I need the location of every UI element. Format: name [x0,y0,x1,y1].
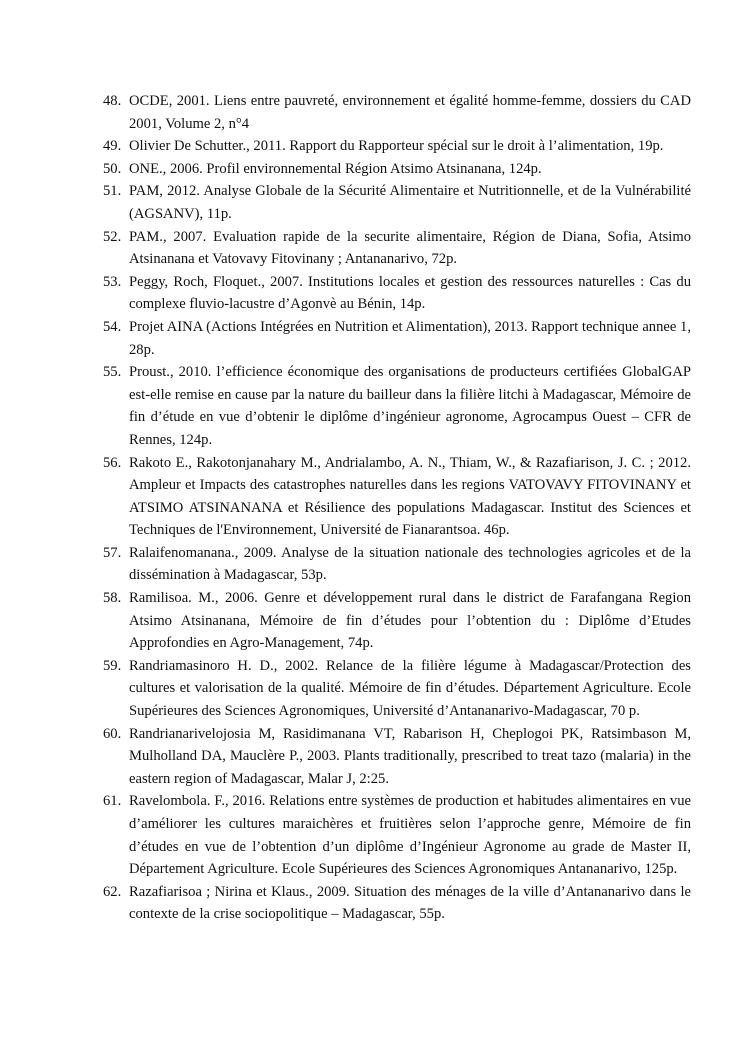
reference-number: 51. [103,183,122,200]
reference-item [103,316,691,361]
reference-text: Peggy, Roch, Floquet., 2007. Institutions locales et gestion des ressources naturelles : Cas du complexe fluvio-lacustre d’Agonvè au Bénin, 14p. [129,273,691,313]
reference-text: Randriamasinoro H. D., 2002. Relance de la filière légume à Madagascar/Protection des cultures et valorisation de la qualité. Mémoire de fin d’études. Département Agriculture. Ecole Supérieures des Sciences Agronomiques, Université d’Antananarivo-Madagascar, 70 p. [129,657,691,720]
reference-item [103,271,691,316]
reference-text: Projet AINA (Actions Intégrées en Nutrition et Alimentation), 2013. Rapport technique annee 1, 28p. [129,318,691,358]
reference-text: Ralaifenomanana., 2009. Analyse de la situation nationale des technologies agricoles et de la dissémination à Madagascar, 53p. [129,544,691,584]
reference-text: ONE., 2006. Profil environnemental Région Atsimo Atsinanana, 124p. [129,160,542,177]
reference-number: 53. [103,273,122,290]
reference-number: 55. [103,364,122,381]
reference-number: 49. [103,138,122,155]
reference-number: 50. [103,160,122,177]
reference-number: 58. [103,590,122,607]
reference-text: Razafiarisoa ; Nirina et Klaus., 2009. Situation des ménages de la ville d’Antananarivo dans le contexte de la crise sociopolitique – Madagascar, 55p. [129,883,691,923]
reference-item [103,158,691,181]
reference-item [103,542,691,587]
reference-number: 48. [103,93,122,109]
reference-item [103,881,691,926]
reference-item [103,135,691,158]
reference-text: Ramilisoa. M., 2006. Genre et développement rural dans le district de Farafangana Region Atsimo Atsinanana, Mémoire de fin d’études pour l’obtention du : Diplôme d’Etudes Approfondies en Agro-Management, 74p. [129,590,691,652]
reference-text: Rakoto E., Rakotonjanahary M., Andrialambo, A. N., Thiam, W., & Razafiarison, J. C. ; 2012. Ampleur et Impacts des catastrophes naturelles dans les regions VATOVAVY FITOVINANY et ATSIMO ATSINANANA et Résilience des populations Madagascar. Institut des Sciences et Techniques de l'Environnement, Université de Fianarantsoa. 46p. [129,454,691,539]
reference-item [103,180,691,225]
reference-list [103,90,691,926]
reference-item [103,226,691,271]
reference-item [103,723,691,791]
reference-number: 56. [103,454,122,471]
reference-number: 54. [103,318,122,335]
reference-text: PAM, 2012. Analyse Globale de la Sécurité Alimentaire et Nutritionnelle, et de la Vulnérabilité (AGSANV), 11p. [129,183,691,222]
reference-text: Proust., 2010. l’efficience économique des organisations de producteurs certifiées GlobalGAP est-elle remise en cause par la nature du bailleur dans la filière litchi à Madagascar, Mémoire de fin d’étude en vue d’obtenir le diplôme d’ingénieur agronome, Agrocampus Ouest – CFR de Rennes, 124p. [129,364,691,448]
reference-item [103,790,691,880]
reference-item [103,587,691,655]
reference-text: Ravelombola. F., 2016. Relations entre systèmes de production et habitudes alimentaires en vue d’améliorer les cultures maraichères et fruitières selon l’approche genre, Mémoire de fin d’études en vue de l’obtention d’un diplôme d’Ingénieur Agronome au grade de Master II, Département Agriculture. Ecole Supérieures des Sciences Agronomiques Antananarivo, 125p. [129,793,691,878]
reference-item [103,90,691,135]
reference-number: 52. [103,228,122,245]
reference-number: 62. [103,883,122,900]
reference-number: 59. [103,657,122,674]
reference-item [103,655,691,723]
reference-number: 57. [103,544,122,561]
reference-text: PAM., 2007. Evaluation rapide de la securite alimentaire, Région de Diana, Sofia, Atsimo Atsinanana et Vatovavy Fitovinany ; Antananarivo, 72p. [129,228,691,268]
reference-item [103,452,691,542]
reference-item [103,361,691,451]
reference-text: OCDE, 2001. Liens entre pauvreté, environnement et égalité homme-femme, dossiers du CAD 2001, Volume 2, n°4 [129,93,691,132]
reference-number: 61. [103,793,122,810]
reference-text: Randrianarivelojosia M, Rasidimanana VT, Rabarison H, Cheplogoi PK, Ratsimbason M, Mulholland DA, Mauclère P., 2003. Plants traditionally, prescribed to treat tazo (malaria) in the eastern region of Madagascar, Malar J, 2:25. [129,725,691,787]
reference-text: Olivier De Schutter., 2011. Rapport du Rapporteur spécial sur le droit à l’alimentation, 19p. [129,138,664,155]
reference-number: 60. [103,725,122,742]
